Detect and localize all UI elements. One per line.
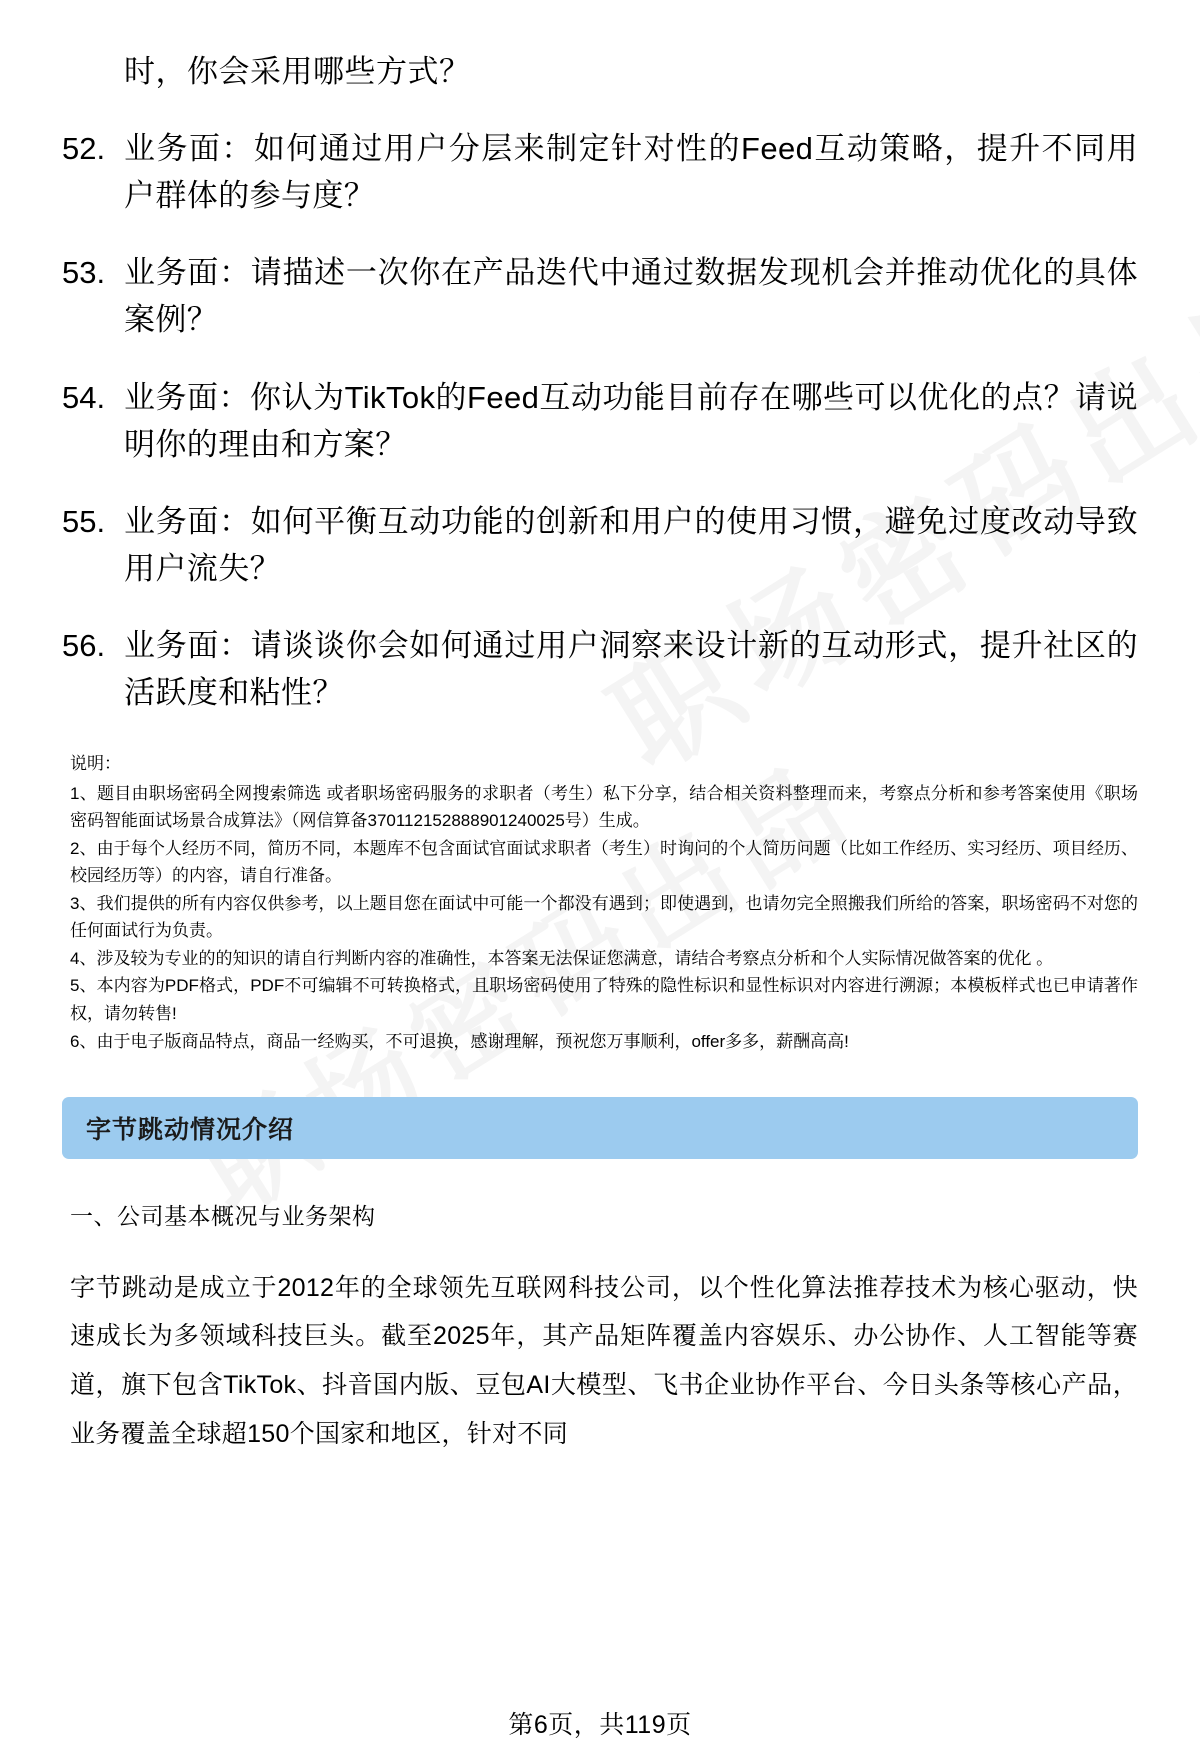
note-item: 1、题目由职场密码全网搜索筛选 或者职场密码服务的求职者（考生）私下分享，结合相关资料整理而来，考察点分析和参考答案使用《职场密码智能面试场景合成算法》（网信算备370112152888901240025号）生成。 (70, 783, 1138, 831)
question-number: 55. (62, 503, 106, 539)
notes-section (62, 750, 1138, 1055)
continued-question-tail: 时，你会采用哪些方式？ (124, 54, 471, 89)
question-item (62, 249, 1138, 343)
question-text: 业务面：如何通过用户分层来制定针对性的Feed互动策略，提升不同用户群体的参与度？ (124, 131, 1138, 214)
question-item (62, 498, 1138, 592)
question-text: 业务面：请描述一次你在产品迭代中通过数据发现机会并推动优化的具体案例？ (124, 255, 1138, 338)
note-item: 6、由于电子版商品特点，商品一经购买，不可退换，感谢理解，预祝您万事顺利，offer多多，薪酬高高! (70, 1031, 849, 1051)
question-text: 业务面：你认为TikTok的Feed互动功能目前存在哪些可以优化的点？请说明你的理由和方案？ (124, 379, 1138, 462)
section-banner (62, 1097, 1138, 1159)
page-footer: 第6页，共119页 (508, 1711, 692, 1739)
note-item: 2、由于每个人经历不同，简历不同，本题库不包含面试官面试求职者（考生）时询问的个人简历问题（比如工作经历、实习经历、项目经历、校园经历等）的内容，请自行准备。 (70, 838, 1138, 886)
question-item (62, 374, 1138, 468)
question-text: 业务面：如何平衡互动功能的创新和用户的使用习惯，避免过度改动导致用户流失？ (124, 503, 1138, 586)
question-number: 56. (62, 627, 106, 663)
notes-title: 说明： (70, 754, 121, 774)
note-item: 3、我们提供的所有内容仅供参考，以上题目您在面试中可能一个都没有遇到；即使遇到，也请勿完全照搬我们所给的答案，职场密码不对您的任何面试行为负责。 (70, 893, 1138, 941)
question-number: 52. (62, 131, 106, 167)
question-number: 54. (62, 379, 106, 415)
question-item (62, 125, 1138, 219)
note-item: 4、涉及较为专业的的知识的请自行判断内容的准确性，本答案无法保证您满意，请结合考察点分析和个人实际情况做答案的优化 。 (70, 948, 1054, 968)
section-banner-label: 字节跳动情况介绍 (86, 1116, 295, 1145)
question-item (62, 622, 1138, 716)
note-item: 5、本内容为PDF格式，PDF不可编辑不可转换格式，且职场密码使用了特殊的隐性标识和显性标识对内容进行溯源；本模板样式也已申请著作权，请勿转售! (70, 976, 1138, 1023)
body-paragraph: 字节跳动是成立于2012年的全球领先互联网科技公司，以个性化算法推荐技术为核心驱动，快速成长为多领域科技巨头。截至2025年，其产品矩阵覆盖内容娱乐、办公协作、人工智能等赛道，旗下包含TikTok、抖音国内版、豆包AI大模型、飞书企业协作平台、今日头条等核心产品，业务覆盖全球超150个国家和地区，针对不同 (70, 1273, 1138, 1448)
question-text: 业务面：请谈谈你会如何通过用户洞察来设计新的互动形式，提升社区的活跃度和粘性？ (124, 627, 1138, 711)
question-list (62, 125, 1138, 716)
sub-heading: 一、公司基本概况与业务架构 (70, 1203, 376, 1230)
question-number: 53. (62, 255, 106, 291)
